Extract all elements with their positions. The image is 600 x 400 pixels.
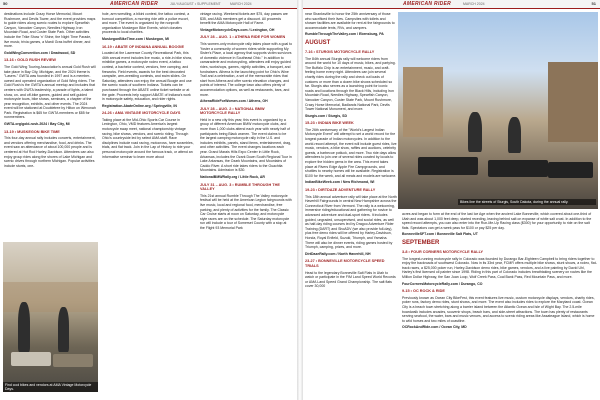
article-paragraph: near Shanksville to honor the 25th anniversary of those who sacrificed their lives. Campsites with toilets and shower facilities are available for rent at the fairgrounds to accommodate tents, RVs, and campers.: [305, 12, 395, 30]
event-heading: JULY 28 – AUG. 1 • ATHENA RIDE FOR WOMEN: [200, 35, 286, 40]
event-website-location: DirtDazeRally.com / North Haverhill, NH: [305, 251, 371, 256]
event-heading: 7-16 • STURGIS MOTORCYCLE RALLY: [305, 49, 375, 54]
article-paragraph: This women-only motorcycle rally takes place with a goal to "foster a community of women riders while supporting My Sister's Place, a local agency that supports victim survivors of domestic violence in Southeast Ohio." In addition to camaraderie and motorcycling, attendees will enjoy guided rides, workshops, games, nightly activities, a banquet, and fundraisers. Athena is the launching point for Ohio's Wine Trail and a celebration, a set of the memorable rides that start from Athens and offer scenic elevation changes, and points of interest. The college town also offers plenty of accommodation options, as well as restaurants, bars, and more.: [200, 41, 292, 97]
building-right: [548, 62, 598, 142]
article-paragraph: hole, arm wrestling, a bikini contest, the tattoo contest, a burnout competition, a morning ride with a police escort, and more. The event is organized by the nonprofit organization Muskegon Bike Events, which donates proceeds to local charities.: [102, 12, 190, 35]
left-issue-date: MARCH 2024: [230, 2, 252, 6]
left-column-2: [102, 12, 194, 396]
event-heading: 9-15 • OC ROCK & RIDE: [402, 289, 445, 294]
right-column-1: [305, 12, 397, 396]
event-heading: JULY 31 – AUG. 3 • RUMBLE THROUGH THE VALLEY: [200, 182, 280, 192]
event-website-location: MuskegonBikeTime.com / Muskegon, MI: [102, 36, 170, 41]
event-website-location: GoldWingConvention.com / Deadwood, SD: [4, 50, 76, 55]
event-website-location: Registration.AbateOnline.org / Springville, IN: [102, 103, 177, 108]
left-column-3: [200, 12, 292, 396]
right-photo-caption: Bikes line the streets of Sturgis, South Dakota, during the annual rally.: [458, 199, 596, 205]
article-paragraph: Held in a new city this year, this event is organized by a group of different American BMW motorcycle clubs, and more than 1,000 clubs attend each year with nearly half of participants being Black women. The event claims to be the largest camping motorcycle rally in the U.S. and includes exhibits, panels, stand items, entertainment, drag, and other activities. The event changes locations each year. Grand Marais Hills Expo Center in Little Rock, Arkansas, includes the Ozark Down South Regional Tour in Lake Arkansas, the Ozark Mountains, and Mountains of Caddo River. A short ride takes riders to the Ouachita Mountains. Admission is $30.: [200, 117, 292, 173]
event-website-location: VintageMotorcycleDays.com / Lexington, OH: [200, 27, 275, 32]
article-paragraph: This four-day annual rally includes concerts, entertainment, and vendors offering merchandise, food, and drinks. The event saw an attendance of about 100,000 people and is centered at Hot Rod Harley-Davidson. Attendees can also enjoy group rides along the shores of Lake Michigan and scenic drives through northern Michigan. Popular activities include stunts, one-: [4, 136, 96, 168]
right-page-header: [303, 0, 600, 9]
event-website-location: AthenaRideForWomen.com / Athens, OH: [200, 99, 268, 104]
left-column-1: [4, 12, 96, 240]
event-website-location: NationalBMWRally.org / Little Rock, AR: [200, 175, 265, 179]
article-paragraph: destinations include Crazy Horse Memorial, Mount Rushmore, and Devils Tower, and the event provides maps to guide riders along scenic routes to explore Spearfish Canyon, Vanocker Canyon, Needles Highway, Iron Mountain Road, and Custer State Park. Other activities include the Trike Show 'n' Shine, the Night Time Parade, live music, trivia games, a Mardi Gras buffet dinner, and more.: [4, 12, 96, 49]
event-heading: 15-23 • INDIAN BIKE WEEK: [305, 121, 354, 126]
article-paragraph: acres and began to form at the end of the last Ice Age when the ancient Lake Bonneville, which covered about one-third of Utah and was about 1,000 feet deep, started receding, leaving behind salt on expanse of white salt crust. In addition to the speed record attempts, you can also enter into the Run-Me-Up Racing class ($300) for your opportunity to ride on the salt flats. Spectators can get a week pass for $100 or pay $25 per day.: [402, 212, 592, 230]
left-masthead-logo: AMERICAN RIDER: [110, 1, 159, 7]
event-heading: 3-8 • FOUR CORNERS MOTORCYCLE RALLY: [402, 249, 484, 254]
page-gutter: [297, 0, 303, 400]
right-page-number: 51: [591, 1, 596, 6]
right-masthead-logo: AMERICAN RIDER: [403, 1, 452, 7]
event-website-location: Sturgis.com / Sturgis, SD: [305, 113, 348, 118]
motorcycle-silhouette: [11, 352, 51, 366]
article-paragraph: This 21st annual Rumble Through The Valley motorcycle festival will be held at the American Legion fairgrounds with live music, local and regional food, merchandise, free parking, and plenty of activities for the family. The Classic Car Cruise starts at noon on Saturday, and motorcycle style races are on the schedule. The Saturday motorcycle run will include a tour of Somerset County with a stop at the Flight 93 Memorial Park: [200, 193, 292, 230]
right-issue-date: MARCH 2024: [463, 2, 485, 6]
article-paragraph: Previously known as Ocean City BikeFest, this event features live music, custom motorcycle displays, vendors, charity rides, poker runs, factory demo rides, stunt shows, and more. The event also includes rides to explore the Maryland coast. Ocean City is a beach town stretching along a barrier island between the Atlantic Ocean and Isle of Wight Bay. The 2.5-mile boardwalk includes arcades, souvenir shops, beach bars, and side-street attractions. The town has plenty of restaurants serving seafood, the water, bars and music venues, and access to scenic riding areas like Assateague Island, which is home to wild horses and two miles of coastline.: [402, 295, 595, 323]
left-photo-caption: Find cool bikes and vendors at AMA Vintage Motorcycle Days.: [3, 382, 98, 392]
month-section-heading: AUGUST: [305, 39, 331, 46]
person-silhouette: [18, 302, 30, 352]
motorcycle-silhouette: [548, 162, 593, 178]
person-silhouette: [58, 307, 69, 352]
rider-silhouette: [468, 112, 482, 152]
month-section-heading: SEPTEMBER: [402, 239, 440, 246]
article-paragraph: Taking place at the Mid-Ohio Sports Car Course in Lexington, Ohio, VMD features America's largest motorcycle swap meet, national championship vintage racing, bike shows, vendors, and scenic riding. Through Ohio's countryside led by select AMA staff. Race disciplines include road racing, motocross, hare scrambles, trials, and flat track. Join in the Lap of History to ride your personal motorcycle around the famous track, or attend an informative seminar to learn more about: [102, 117, 194, 159]
event-website-location: GWTA.org/gold-rush-2024 / Bay City, MI: [4, 122, 70, 127]
left-page-number: 50: [3, 1, 8, 6]
article-paragraph: The longest-running motorcycle rally in Colorado was founded by Durango Bar-Eighteen Campbell to bring riders together to enjoy the backroads of southwest Colorado. Now in its 33rd year, FCMR offers multiple bike shows, stunt shows, a rodeo, flat-track races, a $25,000 poker run, Harley-Davidson demo rides, bike games, vendors, and a live painting by David Uhl, Harley's first licensed oil painter since 1998. Riding in this part of Colorado includes breathtaking scenery on routes like the Million Dollar Highway, the San Juan Loop, Wolf Creek Pass, Coal Bank Pass, Red Mountain Pass, and more.: [402, 256, 597, 279]
article-paragraph: The Gold Wing Touring Association's annual Gold Rush will take place in Bay City, Michigan, and the 2024 theme is "Lasers." GWTA was founded in 1997 and is a member-owned and operated organization of Gold Wing riders. The Gold Rush is the GWTA's annual meetup and includes that centers with GWTA leadership, a parade of lights, a talent show, on- and off-bike games, guided and self-guided motorcycle tours, bike shows, seminars, a chapter of the year recognition, exhibits, and other events. The 2024 event will be stationed at Doubletree by Hilton on Wenonah Park. Registration is $65 for GWTA members or $85 for nonmembers.: [4, 64, 96, 120]
rider-silhouette: [508, 117, 521, 153]
vintage-days-photo: [3, 242, 98, 392]
event-website-location: RumbleThroughTheValley.com / Ebensburg, PA: [305, 32, 384, 37]
motorcycle-silhouette: [488, 160, 548, 177]
article-paragraph: The 26th anniversary of the "World's Largest Indian Motorcycle Event" will attempt to set a world record for the longest parade of Indian motorcycles. In addition to the world-record attempt, the event will include guest rides, live music, vendors, a bike show, raffles and auctions, celebrity guests, a barbecue potluck, and more. Two ride days allow attendees to join one of several rides curated by locals to explore the hidden gems in the area. This event takes place at Rivers Edge Apple Fire Campgrounds, and shuttles to nearby homes will be available. Registration is $100 for the week, and all meals and models are welcome.: [305, 127, 397, 178]
right-column-2: [402, 212, 597, 396]
left-page-header: [0, 0, 297, 9]
event-heading: JULY 28 – AUG. 2 • NATIONAL BMW MOTORCYCLE RALLY: [200, 106, 265, 116]
article-paragraph: The 84th annual Sturgis rally will welcome riders from around the world for 10 days of music, bikes, and partying. The Buffalo Chip is an entertainment, music, and craft-feeling home every night. Attendees can join several charity rides during the rally and check out loads of customs or more than a dozen bike shows scheduled so far. Sturgis also serves as a launching point for iconic roads and locations through the Black Hills, including Iron Mountain Road, Needles Highway, Spearfish Canyon, Vanocker Canyon, Custer State Park, Mount Rushmore, Crazy Horse Memorial, Badlands National Park, Devils Tower National Monument, and more.: [305, 56, 396, 112]
event-heading: 16-19 • ABATE OF INDIANA ANNUAL BOOGIE: [102, 44, 184, 49]
building-left: [403, 67, 443, 137]
article-paragraph: Located at the Lawrence County Recreational Park, this 46th annual event includes live music, a ride-in bike show, minibike games, a motorcycle rodeo event, a tattoo contest, a bachelor contest, vendors, free camping, and fireworks. Field events, awards for the best decorated campsite, arm-wrestling contests, and swim slides. On Saturday, attendees can enjoy the annual Boogie and use the scenic roads of southern Indiana. Tickets can be purchased through the ABATE online ticket website or at the gate. Proceeds help support ABATE of Indiana's work in motorcycle safety, education, and rider rights.: [102, 51, 192, 102]
sturgis-photo: [398, 12, 598, 209]
event-heading: 13-16 • GOLD RUSH REVIEW: [4, 58, 56, 63]
article-paragraph: vintage racing. Weekend tickets are $75, day passes are $35, and AMA members get a discount. All proceeds benefit the AMA Motorcycle Hall of Fame.: [200, 12, 288, 26]
event-website-location: OCRockAndRide.com / Ocean City, MD: [402, 325, 467, 330]
event-heading: 19-23 • DIRTDAZE ADVENTURE RALLY: [305, 188, 376, 192]
event-website-location: BonnevilleSFT.com / Bonneville Salt Flats, UT: [402, 232, 478, 237]
motorcycle-silhouette: [53, 354, 93, 367]
event-heading: 23-27 • BONNEVILLE MOTORCYCLE SPEED TRIALS: [305, 259, 385, 268]
event-heading: 13-19 • MUSKEGON BIKE TIME: [4, 129, 60, 134]
article-paragraph: Head to the legendary Bonneville Salt Flats in Utah to watch or participate in the FIM Land Speed World Records or AMA Land Speed Grand Championship. The salt flats cover 30,000: [305, 270, 396, 289]
tent-backdrop: [3, 282, 98, 312]
event-website-location: FourCornersMotorcycleRally.com / Durango, CO: [402, 281, 483, 286]
article-paragraph: This 18th annual adventure rally will take place at the North Haverhill Fairgrounds in central New Hampshire across the Connecticut River from Vermont. The rally is a welcoming, immersive riding/educational and gathering for novice to advanced adventure and dual-sport riders. It includes guided, ungraded, unsupervised, and social rides, as well as half-day riding courses led by Dragoo Adventure Rider Training (DART) and ShoADV (we also provide full-day), plus free demo rides will be offered by Harley-Davidson, Honda, Royal Enfield, Suzuki, Triumph, and Yamaha. There will also be dinner events, riding games hosted by Triumph, camping, prizes, and more.: [305, 194, 397, 250]
event-website-location: IndianBikeWeek.com / New Richmond, WI: [305, 180, 375, 185]
motorcycle-silhouette: [418, 157, 478, 175]
event-heading: 24-26 • AMA VINTAGE MOTORCYCLE DAYS: [102, 111, 181, 116]
left-section-label: JULY/AUGUST • SUPPLEMENT: [170, 2, 221, 6]
